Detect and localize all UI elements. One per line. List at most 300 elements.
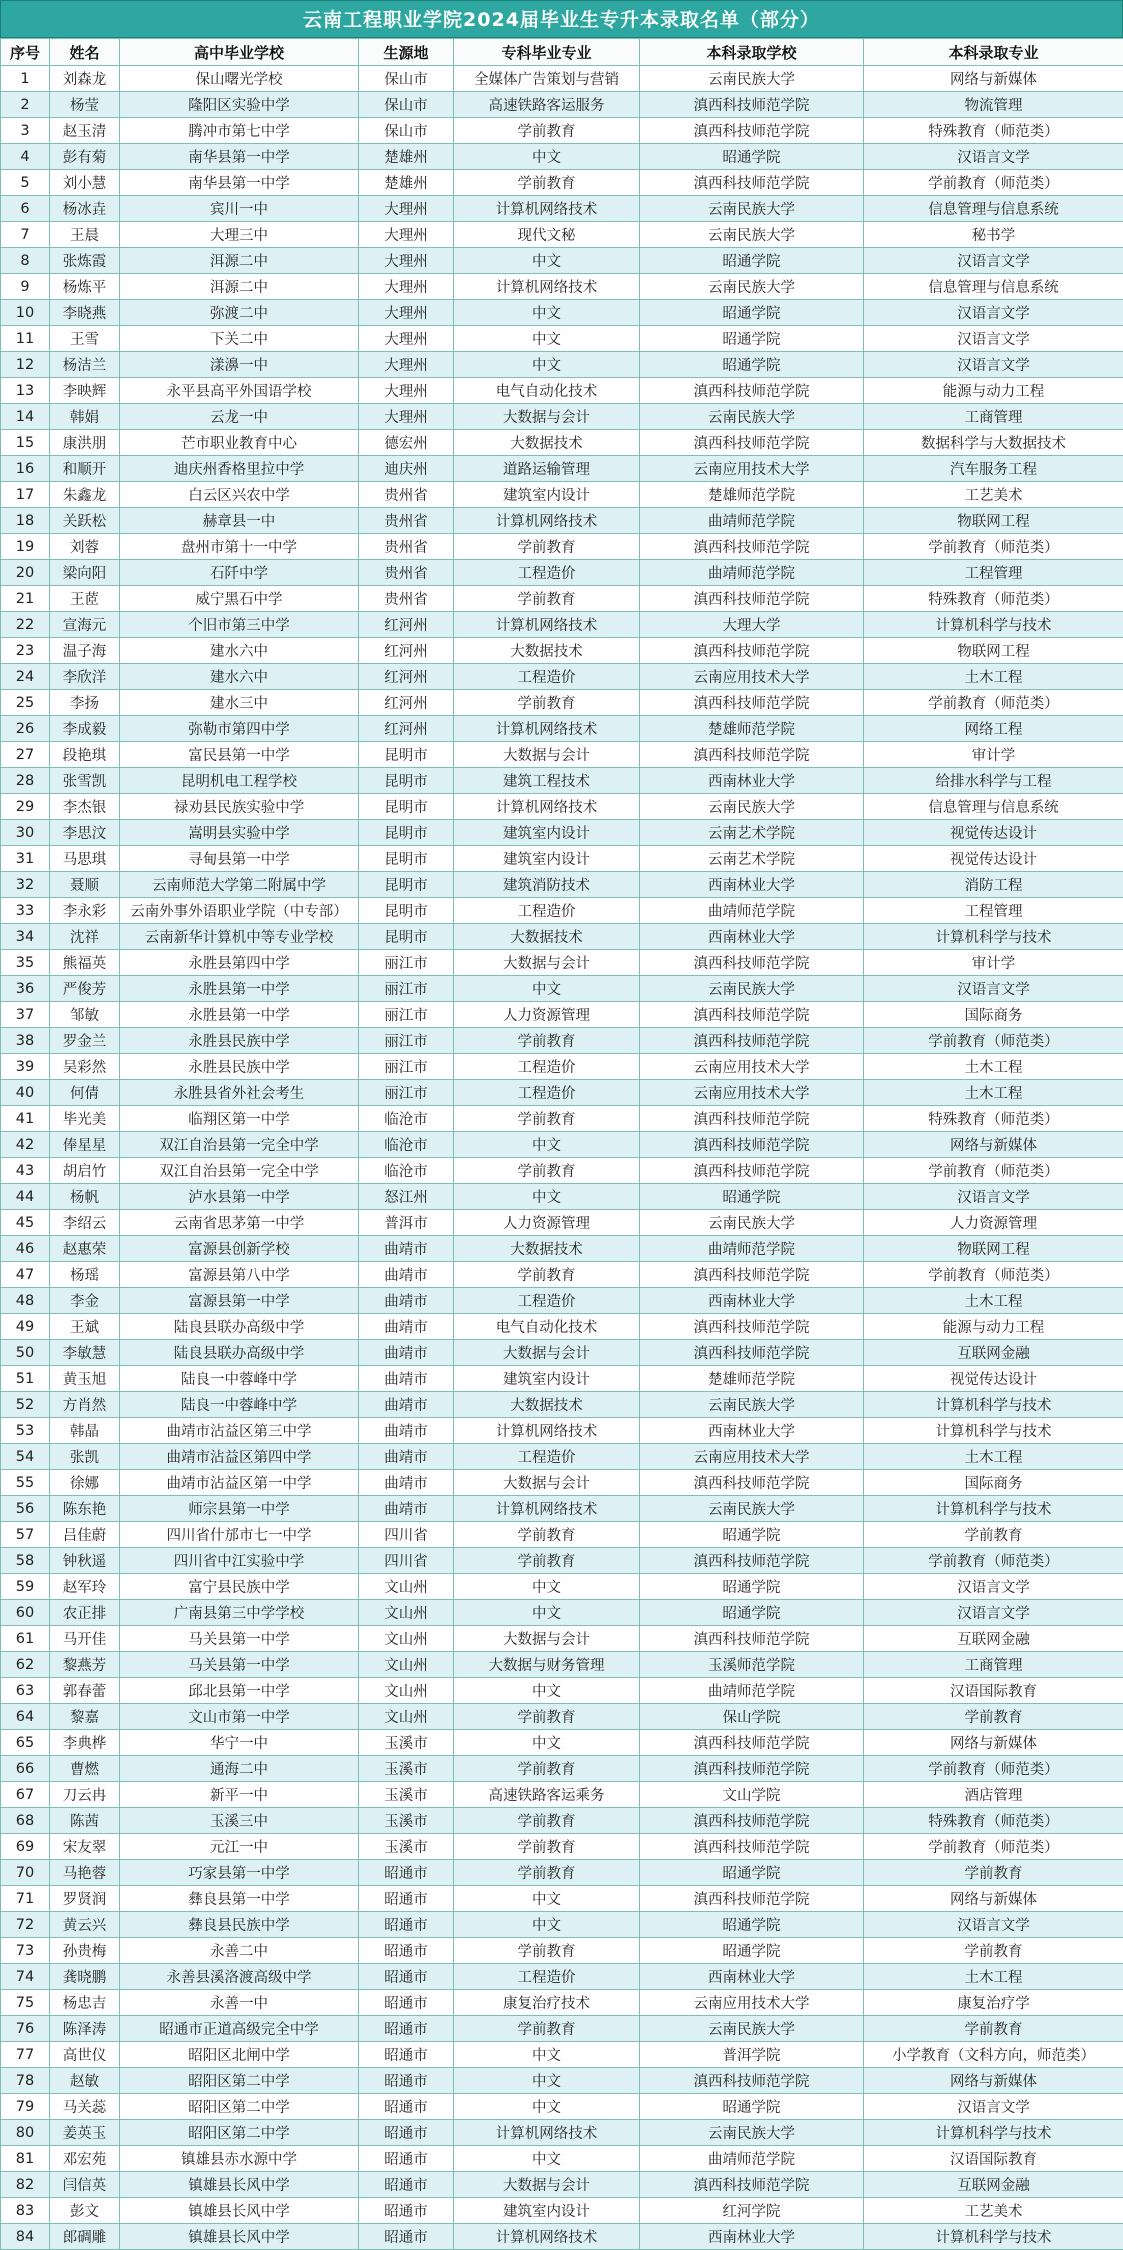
cell-university-major: 学前教育（师范类） [864, 690, 1123, 716]
cell-high-school: 云南师范大学第二附属中学 [120, 872, 359, 898]
table-row [1, 820, 1123, 846]
cell-university: 滇西科技师范学院 [640, 1886, 864, 1912]
table-row [1, 2094, 1123, 2120]
table-row [1, 560, 1123, 586]
cell-university: 昭通学院 [640, 352, 864, 378]
cell-university: 滇西科技师范学院 [640, 1834, 864, 1860]
cell-origin: 昭通市 [359, 1860, 454, 1886]
cell-name: 刀云冉 [50, 1782, 120, 1808]
cell-college-major: 计算机网络技术 [454, 2224, 640, 2250]
table-row [1, 612, 1123, 638]
cell-name: 康洪朋 [50, 430, 120, 456]
cell-high-school: 弥勒市第四中学 [120, 716, 359, 742]
cell-origin: 贵州省 [359, 586, 454, 612]
table-row [1, 1028, 1123, 1054]
cell-university: 曲靖师范学院 [640, 2146, 864, 2172]
header-index: 序号 [1, 39, 50, 66]
cell-college-major: 中文 [454, 144, 640, 170]
cell-university: 云南艺术学院 [640, 820, 864, 846]
cell-university: 昭通学院 [640, 1938, 864, 1964]
cell-origin: 大理州 [359, 378, 454, 404]
cell-high-school: 昆明机电工程学校 [120, 768, 359, 794]
cell-index: 15 [1, 430, 50, 456]
cell-name: 赵军玲 [50, 1574, 120, 1600]
cell-college-major: 计算机网络技术 [454, 716, 640, 742]
cell-college-major: 中文 [454, 1184, 640, 1210]
cell-university-major: 给排水科学与工程 [864, 768, 1123, 794]
cell-university-major: 学前教育 [864, 2016, 1123, 2042]
cell-university: 昭通学院 [640, 2094, 864, 2120]
cell-index: 27 [1, 742, 50, 768]
cell-university: 昭通学院 [640, 1184, 864, 1210]
cell-university-major: 工程管理 [864, 560, 1123, 586]
cell-college-major: 学前教育 [454, 170, 640, 196]
cell-index: 56 [1, 1496, 50, 1522]
cell-origin: 玉溪市 [359, 1782, 454, 1808]
cell-name: 梁向阳 [50, 560, 120, 586]
cell-index: 38 [1, 1028, 50, 1054]
cell-high-school: 四川省中江实验中学 [120, 1548, 359, 1574]
cell-college-major: 大数据与财务管理 [454, 1652, 640, 1678]
table-row [1, 716, 1123, 742]
table-row [1, 2016, 1123, 2042]
table-row [1, 118, 1123, 144]
cell-index: 81 [1, 2146, 50, 2172]
cell-university: 曲靖师范学院 [640, 1236, 864, 1262]
cell-university: 昭通学院 [640, 1860, 864, 1886]
cell-name: 黄云兴 [50, 1912, 120, 1938]
cell-university: 滇西科技师范学院 [640, 638, 864, 664]
cell-name: 闫信英 [50, 2172, 120, 2198]
table-row [1, 1132, 1123, 1158]
cell-university: 昭通学院 [640, 326, 864, 352]
table-row [1, 1600, 1123, 1626]
cell-university: 云南应用技术大学 [640, 1054, 864, 1080]
cell-university: 西南林业大学 [640, 1964, 864, 1990]
cell-college-major: 大数据技术 [454, 1236, 640, 1262]
cell-origin: 昭通市 [359, 1912, 454, 1938]
cell-origin: 丽江市 [359, 976, 454, 1002]
cell-college-major: 建筑工程技术 [454, 768, 640, 794]
cell-name: 刘蓉 [50, 534, 120, 560]
cell-high-school: 洱源二中 [120, 248, 359, 274]
header-university-major: 本科录取专业 [864, 39, 1123, 66]
cell-index: 60 [1, 1600, 50, 1626]
cell-origin: 玉溪市 [359, 1834, 454, 1860]
cell-origin: 临沧市 [359, 1132, 454, 1158]
cell-name: 何倩 [50, 1080, 120, 1106]
cell-name: 李映辉 [50, 378, 120, 404]
cell-university: 云南应用技术大学 [640, 1990, 864, 2016]
table-row [1, 300, 1123, 326]
cell-index: 52 [1, 1392, 50, 1418]
cell-index: 80 [1, 2120, 50, 2146]
cell-index: 14 [1, 404, 50, 430]
cell-high-school: 陆良县联办高级中学 [120, 1340, 359, 1366]
cell-university-major: 网络与新媒体 [864, 2068, 1123, 2094]
cell-university-major: 数据科学与大数据技术 [864, 430, 1123, 456]
cell-index: 70 [1, 1860, 50, 1886]
cell-university-major: 物联网工程 [864, 638, 1123, 664]
cell-name: 陈泽涛 [50, 2016, 120, 2042]
table-row [1, 2042, 1123, 2068]
cell-high-school: 寻甸县第一中学 [120, 846, 359, 872]
cell-high-school: 宾川一中 [120, 196, 359, 222]
cell-university: 西南林业大学 [640, 1288, 864, 1314]
cell-university-major: 汉语言文学 [864, 1912, 1123, 1938]
cell-index: 37 [1, 1002, 50, 1028]
cell-college-major: 学前教育 [454, 1860, 640, 1886]
table-row [1, 1470, 1123, 1496]
cell-college-major: 中文 [454, 2094, 640, 2120]
table-row [1, 950, 1123, 976]
cell-index: 69 [1, 1834, 50, 1860]
cell-high-school: 永胜县民族中学 [120, 1028, 359, 1054]
cell-high-school: 腾冲市第七中学 [120, 118, 359, 144]
cell-high-school: 永善一中 [120, 1990, 359, 2016]
cell-university-major: 特殊教育（师范类） [864, 1106, 1123, 1132]
cell-university-major: 汉语言文学 [864, 2094, 1123, 2120]
cell-college-major: 计算机网络技术 [454, 794, 640, 820]
cell-college-major: 学前教育 [454, 1262, 640, 1288]
cell-origin: 昭通市 [359, 2068, 454, 2094]
cell-university: 曲靖师范学院 [640, 508, 864, 534]
cell-college-major: 大数据与会计 [454, 950, 640, 976]
cell-index: 48 [1, 1288, 50, 1314]
cell-name: 李敏慧 [50, 1340, 120, 1366]
cell-high-school: 马关县第一中学 [120, 1626, 359, 1652]
cell-high-school: 双江自治县第一完全中学 [120, 1158, 359, 1184]
cell-university-major: 学前教育（师范类） [864, 1756, 1123, 1782]
cell-origin: 大理州 [359, 196, 454, 222]
table-row [1, 1626, 1123, 1652]
cell-index: 43 [1, 1158, 50, 1184]
cell-origin: 曲靖市 [359, 1288, 454, 1314]
cell-university-major: 计算机科学与技术 [864, 2120, 1123, 2146]
cell-origin: 昆明市 [359, 794, 454, 820]
cell-name: 杨炼平 [50, 274, 120, 300]
cell-college-major: 计算机网络技术 [454, 508, 640, 534]
cell-college-major: 高速铁路客运服务 [454, 92, 640, 118]
cell-high-school: 昭阳区第二中学 [120, 2068, 359, 2094]
cell-college-major: 人力资源管理 [454, 1210, 640, 1236]
cell-college-major: 大数据技术 [454, 1392, 640, 1418]
cell-high-school: 嵩明县实验中学 [120, 820, 359, 846]
cell-index: 62 [1, 1652, 50, 1678]
cell-college-major: 大数据技术 [454, 638, 640, 664]
cell-university: 滇西科技师范学院 [640, 1314, 864, 1340]
cell-index: 68 [1, 1808, 50, 1834]
cell-university-major: 学前教育 [864, 1860, 1123, 1886]
cell-college-major: 工程造价 [454, 1964, 640, 1990]
header-name: 姓名 [50, 39, 120, 66]
cell-university: 云南民族大学 [640, 222, 864, 248]
cell-university-major: 计算机科学与技术 [864, 1496, 1123, 1522]
cell-university: 普洱学院 [640, 2042, 864, 2068]
cell-high-school: 漾濞一中 [120, 352, 359, 378]
cell-college-major: 学前教育 [454, 1938, 640, 1964]
table-row [1, 1236, 1123, 1262]
cell-university: 昭通学院 [640, 248, 864, 274]
cell-university-major: 学前教育 [864, 1938, 1123, 1964]
cell-high-school: 广南县第三中学学校 [120, 1600, 359, 1626]
cell-index: 40 [1, 1080, 50, 1106]
cell-high-school: 昭阳区北闸中学 [120, 2042, 359, 2068]
cell-index: 77 [1, 2042, 50, 2068]
cell-university-major: 汉语国际教育 [864, 1678, 1123, 1704]
cell-name: 赵敏 [50, 2068, 120, 2094]
cell-index: 20 [1, 560, 50, 586]
cell-university-major: 网络与新媒体 [864, 1132, 1123, 1158]
table-row [1, 1080, 1123, 1106]
cell-high-school: 四川省什邡市七一中学 [120, 1522, 359, 1548]
cell-index: 61 [1, 1626, 50, 1652]
cell-origin: 红河州 [359, 638, 454, 664]
cell-university: 曲靖师范学院 [640, 898, 864, 924]
cell-college-major: 中文 [454, 2042, 640, 2068]
cell-university: 滇西科技师范学院 [640, 1028, 864, 1054]
cell-index: 24 [1, 664, 50, 690]
cell-index: 82 [1, 2172, 50, 2198]
cell-origin: 曲靖市 [359, 1392, 454, 1418]
cell-origin: 昆明市 [359, 898, 454, 924]
cell-high-school: 弥渡二中 [120, 300, 359, 326]
cell-origin: 昭通市 [359, 2042, 454, 2068]
cell-name: 徐娜 [50, 1470, 120, 1496]
cell-index: 10 [1, 300, 50, 326]
table-row [1, 1938, 1123, 1964]
cell-university: 云南民族大学 [640, 976, 864, 1002]
cell-origin: 昭通市 [359, 2016, 454, 2042]
cell-index: 35 [1, 950, 50, 976]
cell-college-major: 中文 [454, 976, 640, 1002]
table-row [1, 1574, 1123, 1600]
admission-table [0, 38, 1123, 2250]
cell-origin: 贵州省 [359, 508, 454, 534]
cell-high-school: 芒市职业教育中心 [120, 430, 359, 456]
cell-university-major: 土木工程 [864, 1964, 1123, 1990]
cell-index: 21 [1, 586, 50, 612]
cell-name: 熊福英 [50, 950, 120, 976]
cell-index: 17 [1, 482, 50, 508]
cell-origin: 昭通市 [359, 2172, 454, 2198]
cell-high-school: 昭阳区第二中学 [120, 2120, 359, 2146]
cell-name: 朱鑫龙 [50, 482, 120, 508]
cell-university: 西南林业大学 [640, 924, 864, 950]
cell-university-major: 物联网工程 [864, 508, 1123, 534]
cell-university: 西南林业大学 [640, 2224, 864, 2250]
cell-high-school: 邱北县第一中学 [120, 1678, 359, 1704]
cell-index: 58 [1, 1548, 50, 1574]
cell-university: 保山学院 [640, 1704, 864, 1730]
cell-high-school: 建水三中 [120, 690, 359, 716]
cell-university: 昭通学院 [640, 1912, 864, 1938]
cell-index: 19 [1, 534, 50, 560]
cell-college-major: 道路运输管理 [454, 456, 640, 482]
cell-origin: 迪庆州 [359, 456, 454, 482]
cell-high-school: 镇雄县长风中学 [120, 2172, 359, 2198]
table-row [1, 1678, 1123, 1704]
cell-high-school: 通海二中 [120, 1756, 359, 1782]
table-row [1, 274, 1123, 300]
cell-high-school: 巧家县第一中学 [120, 1860, 359, 1886]
cell-university-major: 网络与新媒体 [864, 1730, 1123, 1756]
cell-university: 滇西科技师范学院 [640, 1340, 864, 1366]
cell-name: 杨莹 [50, 92, 120, 118]
cell-index: 33 [1, 898, 50, 924]
cell-high-school: 白云区兴农中学 [120, 482, 359, 508]
cell-university: 滇西科技师范学院 [640, 1158, 864, 1184]
cell-university: 昭通学院 [640, 144, 864, 170]
cell-index: 28 [1, 768, 50, 794]
cell-origin: 贵州省 [359, 560, 454, 586]
cell-university: 滇西科技师范学院 [640, 2172, 864, 2198]
cell-origin: 昭通市 [359, 2224, 454, 2250]
cell-index: 18 [1, 508, 50, 534]
cell-university-major: 土木工程 [864, 1054, 1123, 1080]
cell-name: 李永彩 [50, 898, 120, 924]
cell-origin: 贵州省 [359, 482, 454, 508]
cell-origin: 文山州 [359, 1652, 454, 1678]
cell-name: 王晨 [50, 222, 120, 248]
cell-university-major: 物联网工程 [864, 1236, 1123, 1262]
cell-university: 文山学院 [640, 1782, 864, 1808]
cell-origin: 普洱市 [359, 1210, 454, 1236]
cell-college-major: 建筑室内设计 [454, 1366, 640, 1392]
table-row [1, 1210, 1123, 1236]
cell-origin: 大理州 [359, 326, 454, 352]
cell-origin: 昭通市 [359, 1886, 454, 1912]
table-row [1, 794, 1123, 820]
table-row [1, 1522, 1123, 1548]
cell-index: 29 [1, 794, 50, 820]
cell-name: 吕佳蔚 [50, 1522, 120, 1548]
table-row [1, 1418, 1123, 1444]
page-title: 云南工程职业学院2024届毕业生专升本录取名单（部分） [0, 0, 1123, 38]
cell-college-major: 学前教育 [454, 690, 640, 716]
cell-origin: 临沧市 [359, 1158, 454, 1184]
cell-high-school: 彝良县民族中学 [120, 1912, 359, 1938]
cell-index: 42 [1, 1132, 50, 1158]
cell-high-school: 富源县第八中学 [120, 1262, 359, 1288]
cell-name: 罗贤润 [50, 1886, 120, 1912]
cell-university-major: 审计学 [864, 950, 1123, 976]
cell-index: 71 [1, 1886, 50, 1912]
cell-name: 毕光美 [50, 1106, 120, 1132]
cell-college-major: 学前教育 [454, 1548, 640, 1574]
table-row [1, 1262, 1123, 1288]
cell-origin: 曲靖市 [359, 1470, 454, 1496]
cell-origin: 丽江市 [359, 1080, 454, 1106]
cell-university: 云南民族大学 [640, 1496, 864, 1522]
cell-origin: 大理州 [359, 300, 454, 326]
cell-high-school: 元江一中 [120, 1834, 359, 1860]
cell-university: 云南民族大学 [640, 2120, 864, 2146]
cell-university-major: 计算机科学与技术 [864, 612, 1123, 638]
cell-university: 昭通学院 [640, 1600, 864, 1626]
cell-index: 1 [1, 66, 50, 92]
cell-index: 66 [1, 1756, 50, 1782]
cell-origin: 保山市 [359, 118, 454, 144]
cell-high-school: 陆良一中蓉峰中学 [120, 1392, 359, 1418]
cell-index: 32 [1, 872, 50, 898]
cell-name: 李典桦 [50, 1730, 120, 1756]
cell-index: 5 [1, 170, 50, 196]
cell-college-major: 大数据与会计 [454, 1470, 640, 1496]
cell-name: 杨忠吉 [50, 1990, 120, 2016]
cell-index: 4 [1, 144, 50, 170]
cell-index: 36 [1, 976, 50, 1002]
cell-university: 滇西科技师范学院 [640, 118, 864, 144]
cell-university: 云南民族大学 [640, 2016, 864, 2042]
cell-name: 高世仪 [50, 2042, 120, 2068]
cell-index: 11 [1, 326, 50, 352]
cell-high-school: 威宁黑石中学 [120, 586, 359, 612]
cell-university-major: 网络与新媒体 [864, 66, 1123, 92]
table-body [1, 66, 1123, 2250]
cell-name: 龚晓鹏 [50, 1964, 120, 1990]
cell-university-major: 国际商务 [864, 1470, 1123, 1496]
table-row [1, 1444, 1123, 1470]
cell-name: 罗金兰 [50, 1028, 120, 1054]
cell-origin: 曲靖市 [359, 1366, 454, 1392]
cell-university-major: 学前教育（师范类） [864, 1262, 1123, 1288]
table-row [1, 1106, 1123, 1132]
cell-high-school: 富民县第一中学 [120, 742, 359, 768]
cell-index: 2 [1, 92, 50, 118]
cell-origin: 曲靖市 [359, 1340, 454, 1366]
cell-university-major: 汉语国际教育 [864, 2146, 1123, 2172]
cell-index: 51 [1, 1366, 50, 1392]
cell-name: 和顺开 [50, 456, 120, 482]
table-row [1, 586, 1123, 612]
cell-college-major: 人力资源管理 [454, 1002, 640, 1028]
cell-college-major: 电气自动化技术 [454, 378, 640, 404]
cell-name: 俸星星 [50, 1132, 120, 1158]
cell-university: 云南应用技术大学 [640, 664, 864, 690]
cell-university-major: 汉语言文学 [864, 326, 1123, 352]
cell-origin: 昭通市 [359, 1964, 454, 1990]
cell-university: 云南民族大学 [640, 196, 864, 222]
cell-high-school: 双江自治县第一完全中学 [120, 1132, 359, 1158]
cell-name: 聂顺 [50, 872, 120, 898]
cell-university-major: 网络工程 [864, 716, 1123, 742]
cell-high-school: 永善二中 [120, 1938, 359, 1964]
cell-name: 王斌 [50, 1314, 120, 1340]
cell-high-school: 华宁一中 [120, 1730, 359, 1756]
cell-index: 65 [1, 1730, 50, 1756]
cell-high-school: 曲靖市沾益区第三中学 [120, 1418, 359, 1444]
cell-high-school: 大理三中 [120, 222, 359, 248]
cell-high-school: 建水六中 [120, 638, 359, 664]
cell-origin: 文山州 [359, 1678, 454, 1704]
cell-university-major: 汉语言文学 [864, 976, 1123, 1002]
cell-index: 57 [1, 1522, 50, 1548]
cell-high-school: 永平县高平外国语学校 [120, 378, 359, 404]
table-row [1, 1652, 1123, 1678]
cell-origin: 丽江市 [359, 1054, 454, 1080]
cell-origin: 昭通市 [359, 1990, 454, 2016]
cell-index: 22 [1, 612, 50, 638]
cell-university: 云南艺术学院 [640, 846, 864, 872]
cell-college-major: 学前教育 [454, 534, 640, 560]
table-row [1, 1548, 1123, 1574]
cell-name: 李金 [50, 1288, 120, 1314]
cell-origin: 昆明市 [359, 924, 454, 950]
cell-origin: 曲靖市 [359, 1262, 454, 1288]
cell-college-major: 中文 [454, 1574, 640, 1600]
table-row [1, 326, 1123, 352]
